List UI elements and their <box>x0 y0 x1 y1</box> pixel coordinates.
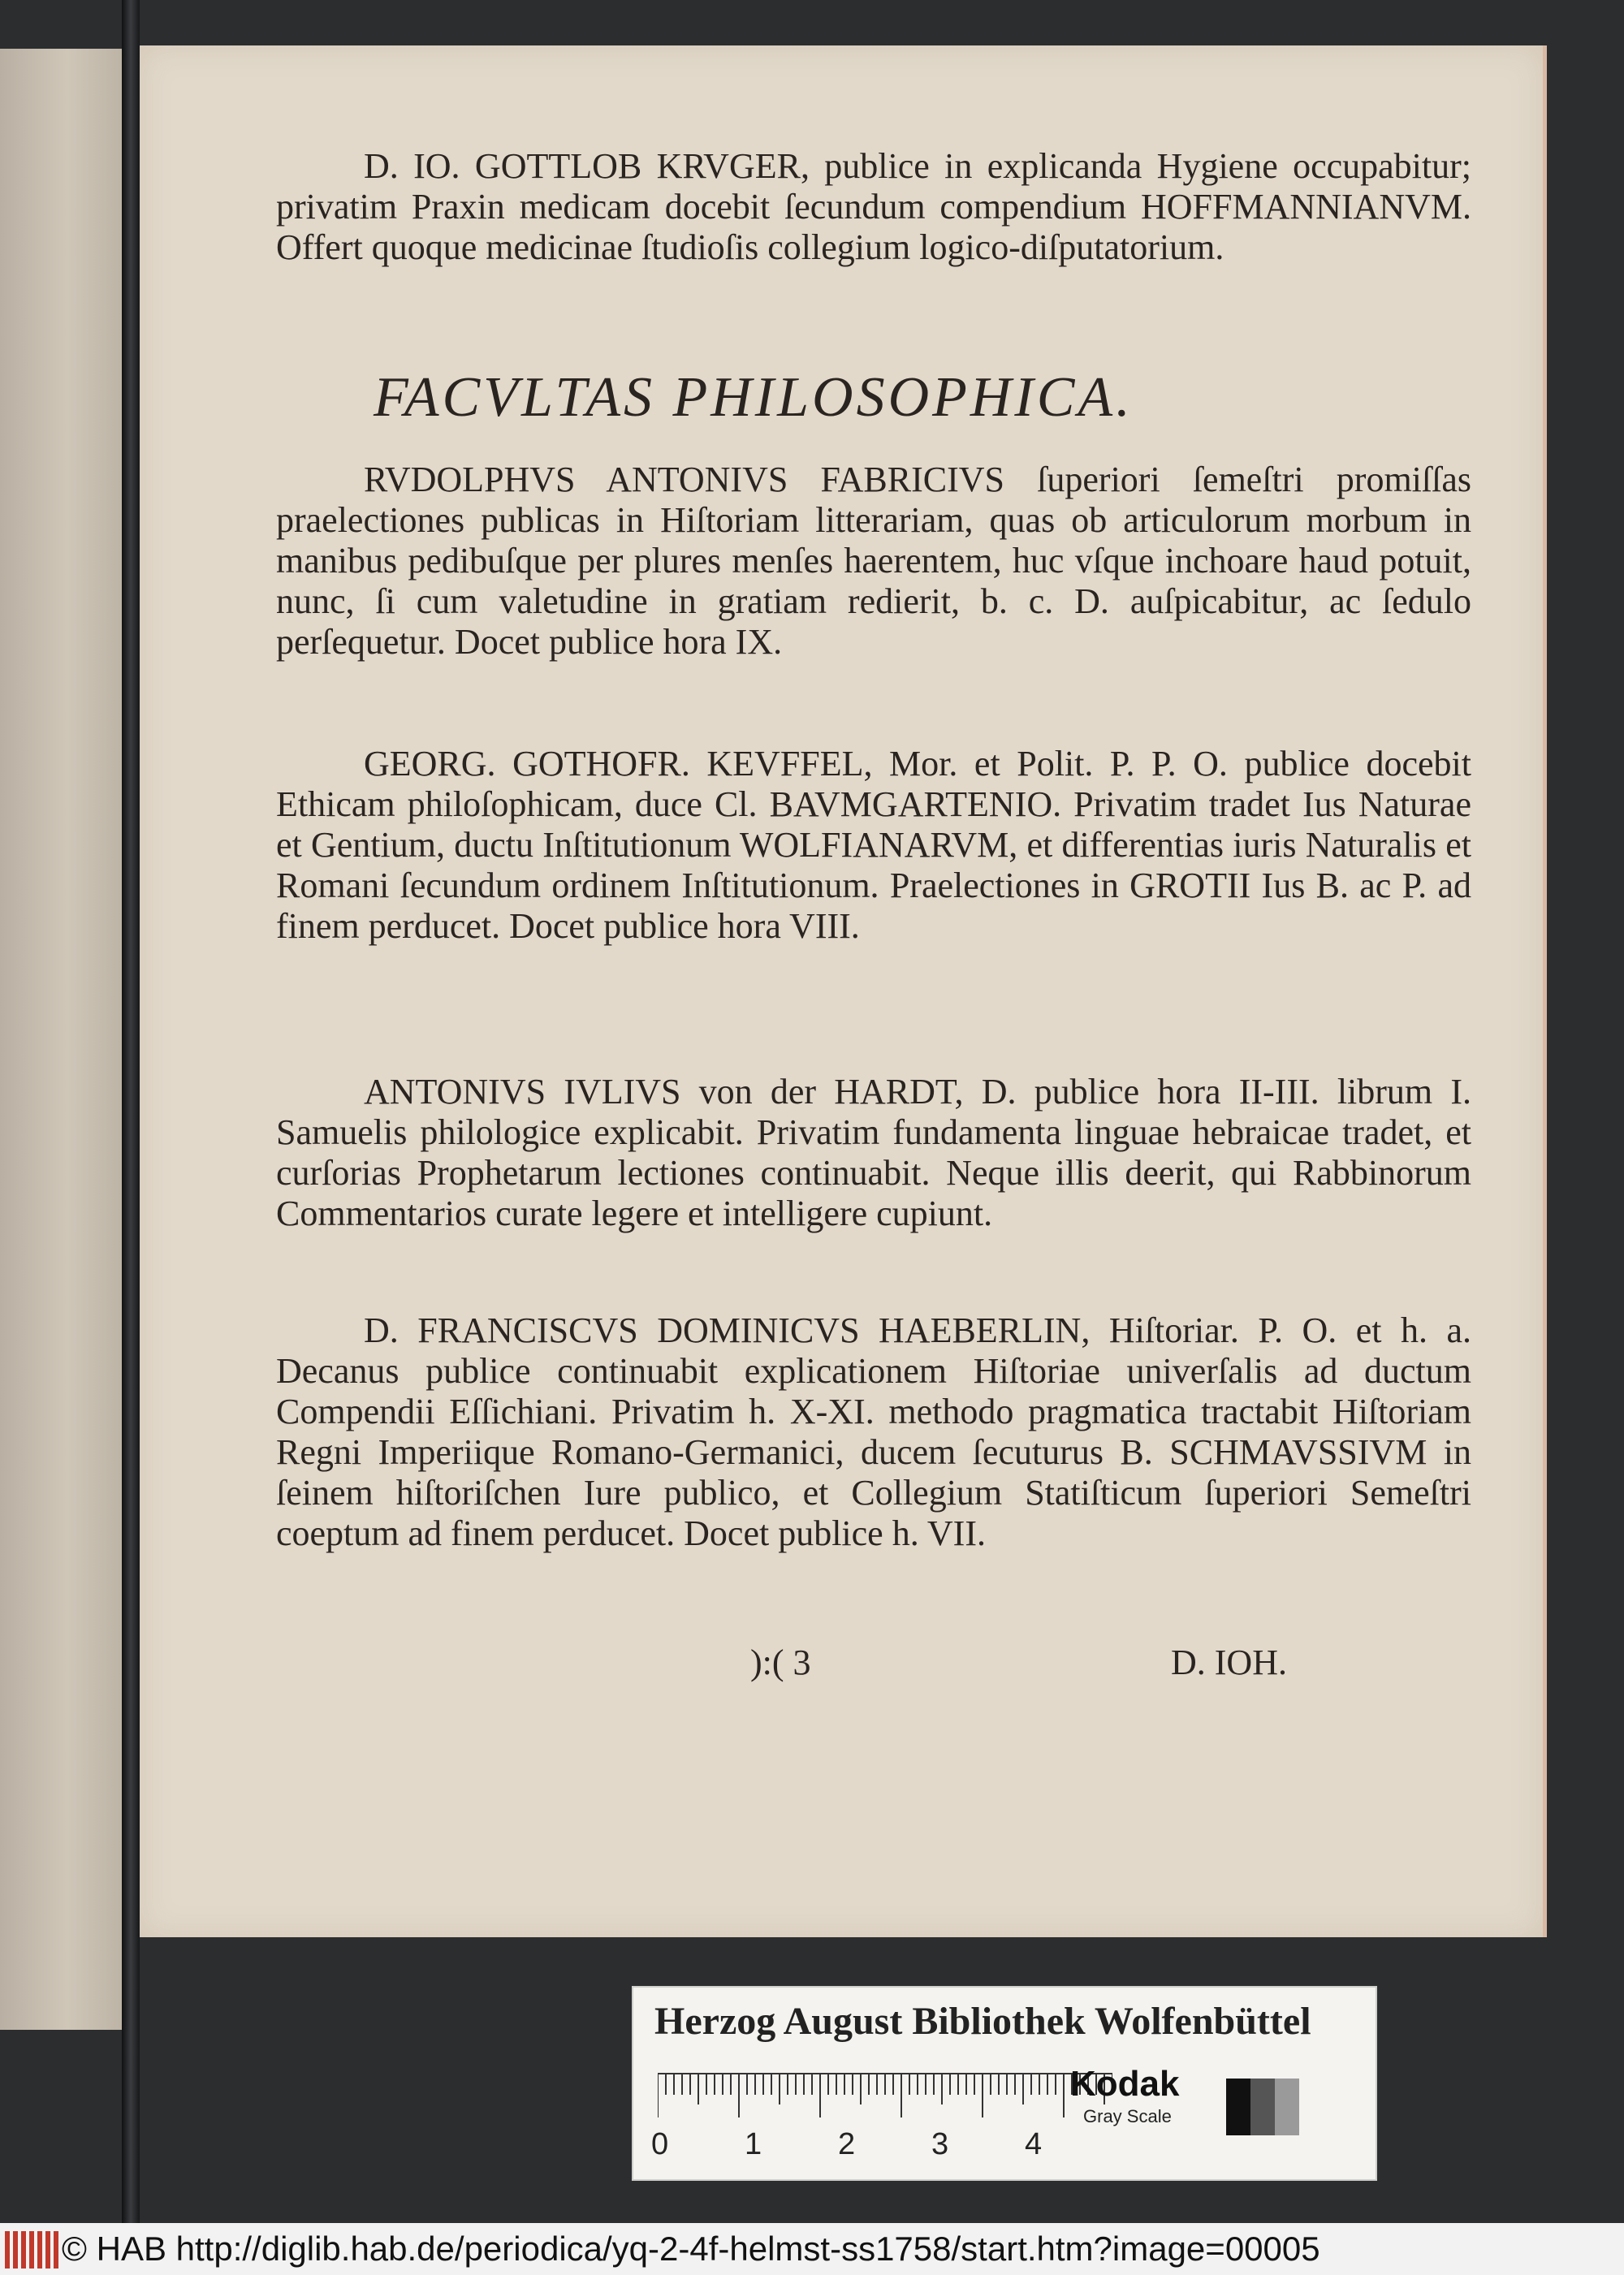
paragraph-fabricius: RVDOLPHVS ANTONIVS FABRICIVS ſuperiori ſemeſtri promiſſas praelectiones publicas in Hiſtoriam litterariam, quas ob articulorum morbum in manibus pedibuſque per plures menſes haerentem, huc vſque inchoare haud potuit, nunc, ſi cum valetudine in gratiam redierit, b. c. D. auſpicabitur, ac ſedulo perſequetur. Docet publice hora IX. <box>276 460 1471 662</box>
swatch-mid-gray <box>1275 2079 1299 2135</box>
paragraph-hardt: ANTONIVS IVLIVS von der HARDT, D. publice hora II-III. librum I. Samuelis philologice explicabit. Privatim fundamenta linguae hebraicae tradet, et curſorias Prophetarum lectiones continuabit. Neque illis deerit, qui Rabbinorum Commentarios curate legere et intelligere cupiunt. <box>276 1072 1471 1233</box>
swatch-white <box>1299 2079 1324 2135</box>
adjacent-page-edge <box>0 49 127 2030</box>
ruler-number: 2 <box>838 2127 856 2161</box>
ruler-number: 3 <box>931 2127 949 2161</box>
signature-mark: ):( 3 <box>750 1643 811 1682</box>
ruler-number: 1 <box>745 2127 762 2161</box>
ruler-icon <box>658 2072 1112 2121</box>
gray-scale-label: Gray Scale <box>1083 2106 1172 2126</box>
document-page <box>140 45 1547 1937</box>
gray-swatches <box>1226 2079 1324 2135</box>
ruler-number: 0 <box>651 2127 669 2161</box>
barcode-icon <box>5 2231 62 2269</box>
catchword: D. IOH. <box>1171 1643 1287 1682</box>
ruler-numbers <box>651 2127 1138 2168</box>
source-url-bar <box>0 2223 1624 2275</box>
library-title: Herzog August Bibliothek Wolfenbüttel <box>654 2000 1311 2043</box>
paragraph-haeberlin: D. FRANCISCVS DOMINICVS HAEBERLIN, Hiſtoriar. P. O. et h. a. Decanus publice continuabit explicationem Hiſtoriae univerſalis ad ductum Compendii Eſſichiani. Privatim h. X-XI. methodo pragmatica tractabit Hiſtoriam Regni Imperiique Romano-Germanici, ducem ſecuturus B. SCHMAVSSIVM in ſeinem hiſtoriſchen Iure publico, et Collegium Statiſticum ſuperiori Semeſtri coeptum ad finem perducet. Docet publice h. VII. <box>276 1310 1471 1553</box>
swatch-black <box>1226 2079 1250 2135</box>
gray-scale-card <box>632 1986 1377 2181</box>
book-spine <box>122 0 140 2241</box>
ruler-number: 4 <box>1025 2127 1043 2161</box>
source-url[interactable]: © HAB http://diglib.hab.de/periodica/yq-2-4f-helmst-ss1758/start.htm?image=00005 <box>62 2230 1320 2268</box>
paragraph-keuffel: GEORG. GOTHOFR. KEVFFEL, Mor. et Polit. P. P. O. publice docebit Ethicam philoſophicam, duce Cl. BAVMGARTENIO. Privatim tradet Ius Naturae et Gentium, ductu Inſtitutionum WOLFIANARVM, et differentias iuris Naturalis et Romani ſecundum ordinem Inſtitutionum. Praelectiones in GROTII Ius B. ac P. ad finem perducet. Docet publice hora VIII. <box>276 744 1471 946</box>
paragraph-krueger: D. IO. GOTTLOB KRVGER, publice in explicanda Hygiene occupabitur; privatim Praxin medicam docebit ſecundum compendium HOFFMANNIANVM. Offert quoque medicinae ſtudioſis collegium logico-diſputatorium. <box>276 146 1471 267</box>
kodak-logo: Kodak <box>1070 2064 1180 2104</box>
swatch-dark-gray <box>1250 2079 1275 2135</box>
section-heading: FACVLTAS PHILOSOPHICA. <box>374 366 1134 429</box>
